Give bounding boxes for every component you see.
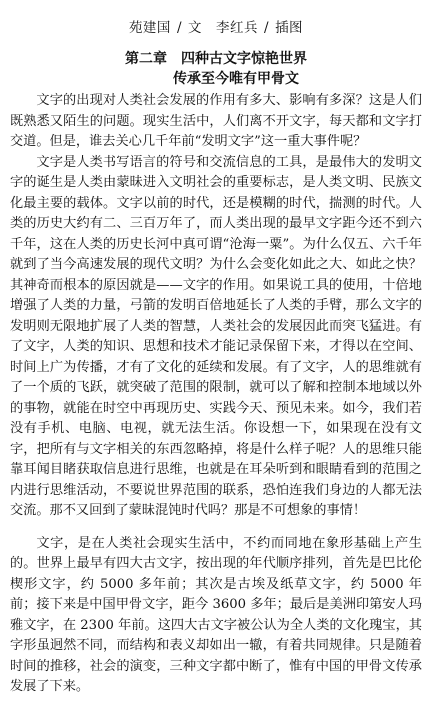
author-role: 文 [188,20,202,36]
chapter-title: 四种古文字惊艳世界 [181,51,307,67]
chapter-number: 第二章 [125,51,167,67]
chapter-heading [10,49,422,69]
illustrator-name: 李红兵 [216,20,258,36]
body-paragraph: 文字是人类书写语言的符号和交流信息的工具，是最伟大的发明文字的诞生是人类由蒙昧进入文明社会的重要标志，是人类文明、民族文化最主要的载体。文字以前的时代，还是模糊的时代，揣测的时代。人类的历史大约有二、三百万年了，而人类出现的最早文字距今还不到六千年，这在人类的历史长河中真可谓“沧海一粟”。为什么仅五、六千年就到了当今高速发展的现代文明？为什么会变化如此之大、如此之快？其神奇而根本的原因就是——文字的作用。如果说工具的使用，十倍地增强了人类的力量，弓箭的发明百倍地延长了人类的手臂，那么文字的发明则无限地扩展了人类的智慧，人类社会的发展因此而突飞猛进。有了文字，人类的知识、思想和技术才能记录保留下来，才得以在空间、时间上广为传播，才有了文化的延续和发展。有了文字，人的思维就有了一个质的飞跃，就突破了范围的限制，就可以了解和控制本地域以外的事物，就能在时空中再现历史、实践今天、预见未来。如今，我们若没有手机、电脑、电视，就无法生活。你设想一下，如果现在没有文字，把所有与文字相关的东西忽略掉，将是什么样子呢？人的思维只能靠耳闻目睹获取信息进行思维，也就是在耳朵听到和眼睛看到的范围之内进行思维活动，不要说世界范围的联系，恐怕连我们身边的人都无法交流。那不又回到了蒙昧混饨时代吗？那是不可想象的事情！ [10,154,422,518]
byline [10,18,422,38]
chapter-subtitle: 传承至今唯有甲骨文 [173,71,299,87]
body-paragraph: 文字的出现对人类社会发展的作用有多大、影响有多深？这是人们既熟悉又陌生的问题。现实生活中，人们离不开文字，每天都和文字打交道。但是，谁去关心几千年前“发明文字”这一重大事件呢？ [10,93,422,149]
byline-separator: / [264,20,270,36]
body-paragraph: 文字，是在人类社会现实生活中，不约而同地在象形基础上产生的。世界上最早有四大古文字，按出现的年代顺序排列，首先是巴比伦楔形文字，约 5000 多年前；其次是古埃及纸草文字，约 5000 年前；接下来是中国甲骨文字，距今 3600 多年；最后是美洲印第安人玛雅文字，在 2300 年前。这四大古文字被公认为全人类的文化瑰宝，其字形虽迥然不同，而结构和表义却如出一辙，有着共同规律。只是随着时间的推移，社会的演变，三种文字都中断了，惟有中国的甲骨文传承发展了下来。 [10,535,422,694]
illustrator-role: 插图 [275,20,304,36]
byline-separator: / [176,20,182,36]
author-name: 苑建国 [128,20,171,36]
